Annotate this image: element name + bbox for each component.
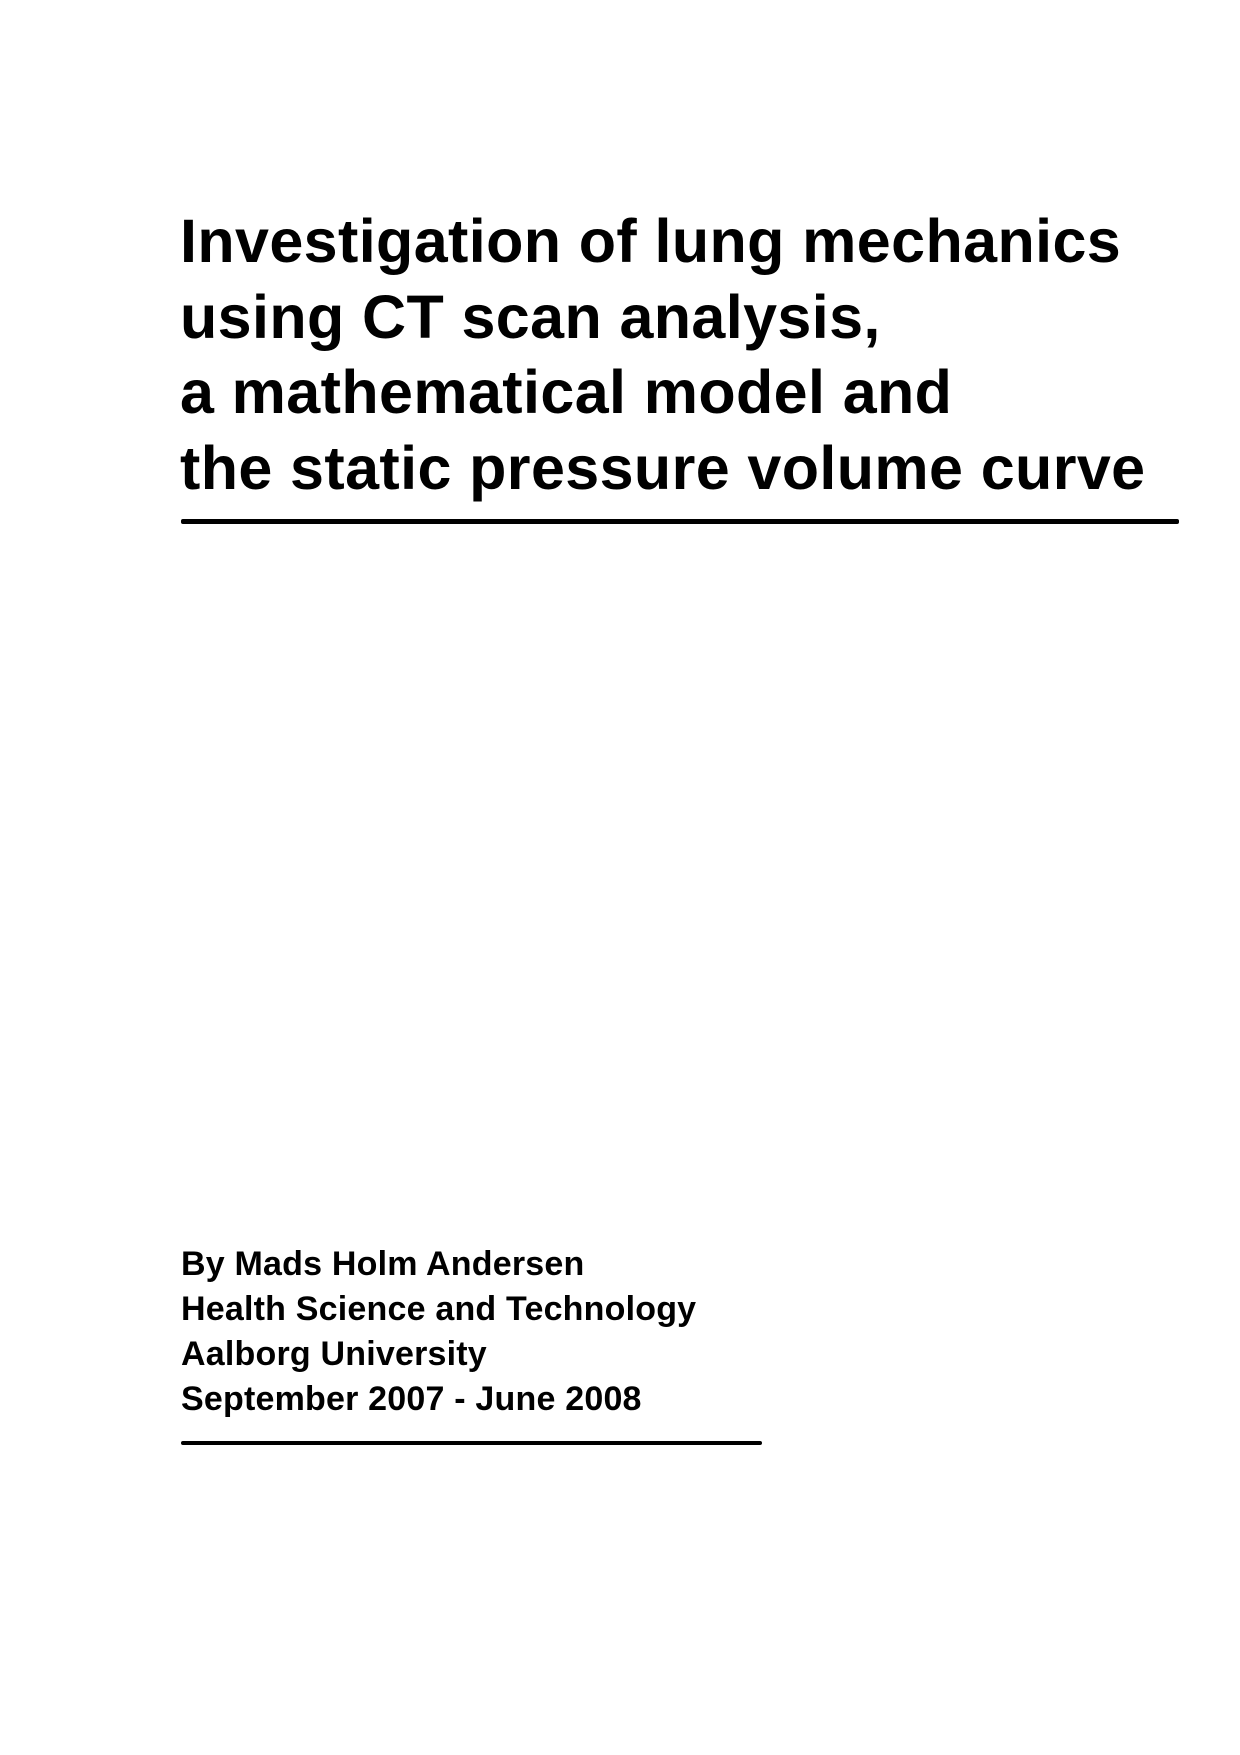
date-range: September 2007 - June 2008	[181, 1380, 642, 1418]
document-title	[180, 204, 1145, 506]
title-line-2: using CT scan analysis,	[180, 282, 881, 351]
author-block	[181, 1242, 696, 1422]
title-divider	[181, 519, 1179, 524]
author-divider	[181, 1441, 762, 1445]
title-line-3: a mathematical model and	[180, 358, 953, 426]
title-line-1: Investigation of lung mechanics	[180, 207, 1122, 275]
university-name: Aalborg University	[181, 1335, 487, 1373]
program-name: Health Science and Technology	[181, 1290, 697, 1328]
title-line-4: the static pressure volume curve	[180, 433, 1146, 502]
author-name: By Mads Holm Andersen	[181, 1245, 585, 1283]
